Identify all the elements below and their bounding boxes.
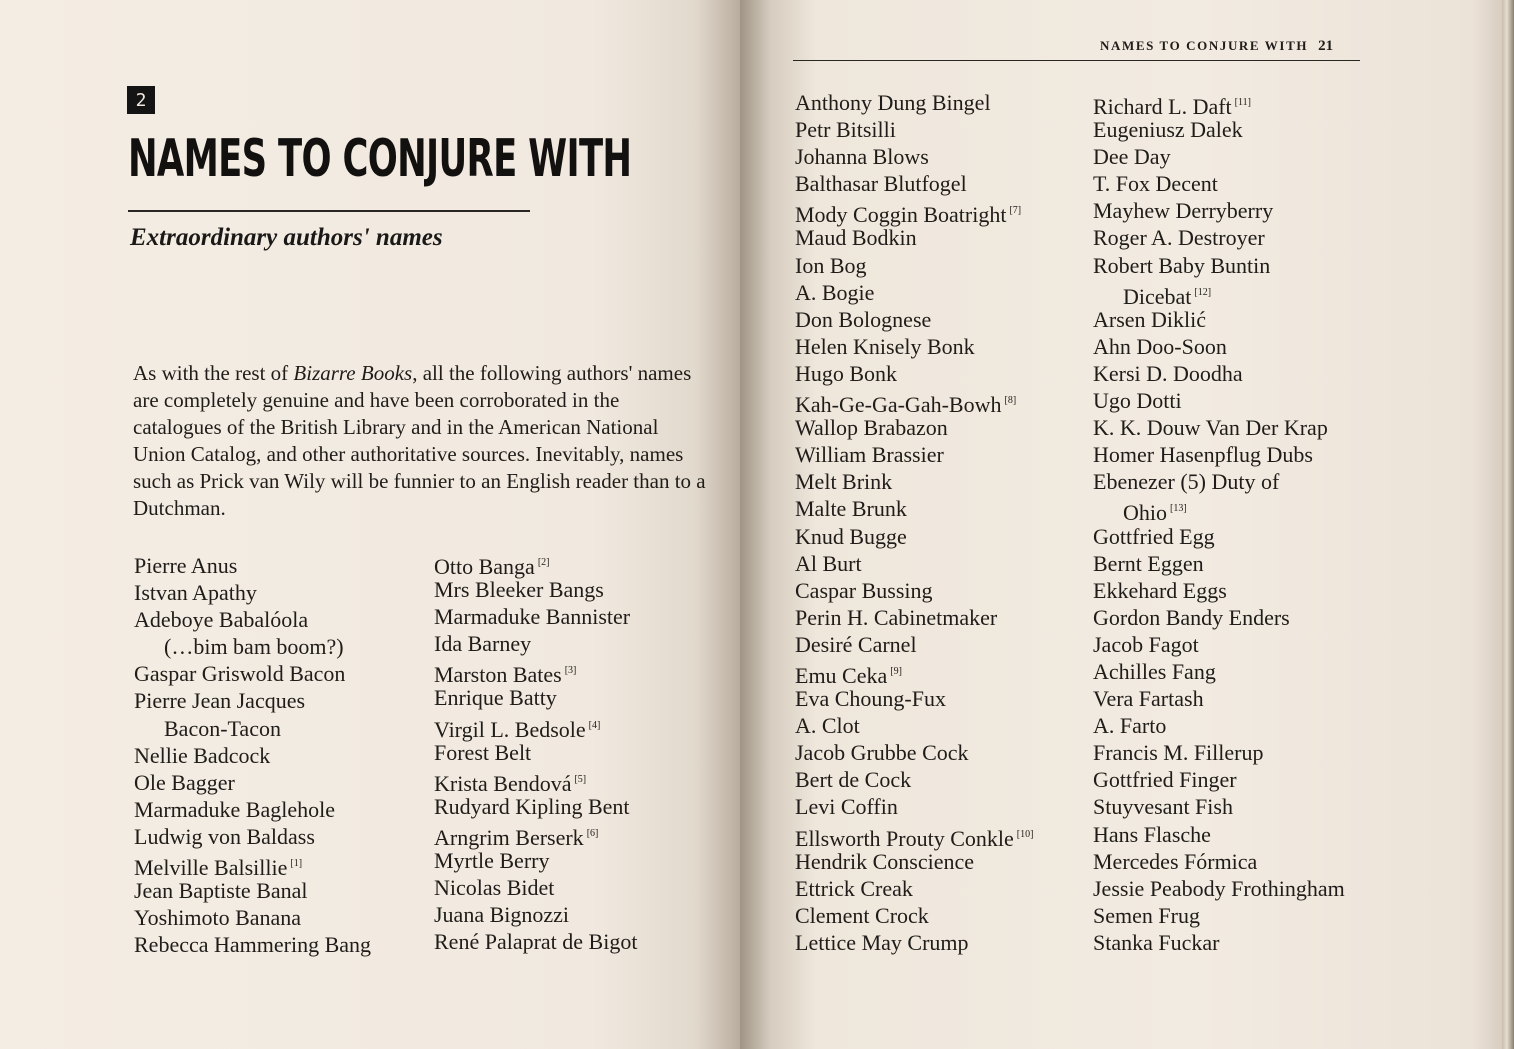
author-name-entry xyxy=(795,523,1033,550)
author-name-text: Hans Flasche xyxy=(1093,821,1211,847)
author-name-entry xyxy=(1093,631,1345,658)
author-name-text: Istvan Apathy xyxy=(134,580,257,606)
author-name-text: Dee Day xyxy=(1093,144,1171,170)
author-name-entry xyxy=(1093,821,1345,848)
author-name-text: Eva Choung-Fux xyxy=(795,686,946,712)
author-name-entry xyxy=(795,604,1033,631)
author-name-text: Mayhew Derryberry xyxy=(1093,198,1274,224)
name-list-right-col1 xyxy=(795,89,1033,956)
author-name-entry xyxy=(795,793,1033,820)
author-name-text: Nellie Badcock xyxy=(134,742,271,768)
author-name-entry xyxy=(1093,495,1345,526)
author-name-entry xyxy=(134,796,371,823)
footnote-marker: [6] xyxy=(586,827,599,839)
author-name-text: Petr Bitsilli xyxy=(795,117,896,143)
author-name-entry xyxy=(1093,739,1345,766)
author-name-text: Marmaduke Baglehole xyxy=(134,796,335,822)
author-name-text: Ahn Doo-Soon xyxy=(1093,333,1227,359)
author-name-text: Semen Frug xyxy=(1093,902,1200,928)
author-name-entry xyxy=(1093,766,1345,793)
author-name-entry xyxy=(134,715,371,742)
author-name-text: Ludwig von Baldass xyxy=(134,823,315,849)
author-name-entry xyxy=(1093,170,1345,197)
author-name-entry xyxy=(1093,143,1345,170)
author-name-entry xyxy=(795,116,1033,143)
author-name-text: Levi Coffin xyxy=(795,794,898,820)
author-name-entry xyxy=(795,414,1033,441)
author-name-entry xyxy=(434,874,637,901)
footnote-marker: [3] xyxy=(564,665,577,677)
author-name-text: Malte Brunk xyxy=(795,496,907,522)
author-name-entry xyxy=(795,658,1033,688)
author-name-text: Pierre Jean Jacques xyxy=(134,688,306,714)
author-name-entry xyxy=(795,252,1033,279)
author-name-text: Ekkehard Eggs xyxy=(1093,577,1227,603)
footnote-marker: [2] xyxy=(537,557,550,568)
author-name-entry xyxy=(795,902,1033,929)
chapter-subtitle: Extraordinary authors' names xyxy=(130,224,443,251)
author-name-text: Al Burt xyxy=(795,550,862,576)
author-name-entry xyxy=(795,279,1033,306)
author-name-text: Clement Crock xyxy=(795,902,929,928)
footnote-marker: [4] xyxy=(588,719,601,731)
author-name-entry xyxy=(134,769,371,796)
author-name-entry xyxy=(1093,604,1345,631)
author-name-entry xyxy=(1093,875,1345,902)
author-name-entry xyxy=(1093,523,1345,550)
author-name-entry xyxy=(134,633,371,660)
author-name-entry xyxy=(795,468,1033,495)
author-name-text: Jacob Grubbe Cock xyxy=(795,740,969,766)
chapter-number-badge: 2 xyxy=(127,86,155,114)
author-name-entry xyxy=(434,739,637,766)
author-name-text: Homer Hasenpflug Dubs xyxy=(1093,442,1313,468)
author-name-text: Vera Fartash xyxy=(1093,686,1204,712)
footnote-marker: [11] xyxy=(1234,97,1251,108)
author-name-text: Anthony Dung Bingel xyxy=(795,90,991,115)
author-name-text: Marston Bates xyxy=(434,662,562,688)
author-name-text: Robert Baby Buntin xyxy=(1093,252,1271,278)
author-name-entry xyxy=(795,197,1033,228)
name-list-left-col2 xyxy=(434,549,637,955)
author-name-entry xyxy=(134,579,371,606)
author-name-text: Desiré Carnel xyxy=(795,631,917,657)
author-name-text: René Palaprat de Bigot xyxy=(434,929,638,955)
footnote-marker: [12] xyxy=(1194,286,1212,298)
intro-paragraph xyxy=(133,360,713,522)
footnote-marker: [13] xyxy=(1170,503,1187,515)
author-name-entry xyxy=(1093,929,1345,956)
author-name-text: Ebenezer (5) Duty of xyxy=(1093,469,1280,495)
author-name-entry xyxy=(795,929,1033,956)
author-name-entry xyxy=(134,606,371,633)
author-name-text: A. Farto xyxy=(1093,713,1167,739)
author-name-text: Ellsworth Prouty Conkle xyxy=(795,825,1014,851)
author-name-text: Jacob Fagot xyxy=(1093,631,1199,657)
author-name-entry xyxy=(434,928,637,955)
author-name-entry xyxy=(1093,441,1345,468)
author-name-text: Johanna Blows xyxy=(795,144,929,170)
author-name-entry xyxy=(1093,685,1345,712)
author-name-text: Arngrim Berserk xyxy=(434,824,584,850)
author-name-text: Caspar Bussing xyxy=(795,577,933,603)
author-name-text: Ugo Dotti xyxy=(1093,388,1182,414)
author-name-entry xyxy=(1093,658,1345,685)
author-name-entry xyxy=(1093,197,1345,224)
author-name-text: Don Bolognese xyxy=(795,306,932,332)
author-name-entry xyxy=(795,306,1033,333)
author-name-text: Yoshimoto Banana xyxy=(134,905,302,931)
author-name-entry xyxy=(795,739,1033,766)
author-name-text: Nicolas Bidet xyxy=(434,875,555,901)
author-name-entry xyxy=(434,684,637,711)
author-name-text: Richard L. Daft xyxy=(1093,94,1232,119)
author-name-entry xyxy=(434,901,637,928)
footnote-marker: [7] xyxy=(1009,205,1022,217)
author-name-text: Kah-Ge-Ga-Gah-Bowh xyxy=(795,392,1002,418)
author-name-entry xyxy=(795,143,1033,170)
author-name-entry xyxy=(795,360,1033,387)
author-name-text: Ion Bog xyxy=(795,252,867,278)
author-name-entry xyxy=(1093,902,1345,929)
author-name-text: Melt Brink xyxy=(795,469,893,495)
author-name-entry xyxy=(795,387,1033,418)
author-name-text: Perin H. Cabinetmaker xyxy=(795,604,998,630)
author-name-text: Francis M. Fillerup xyxy=(1093,740,1264,766)
author-name-text: Dicebat xyxy=(1123,283,1192,309)
running-head-rule xyxy=(793,60,1360,61)
running-head xyxy=(1100,38,1333,55)
intro-text-rest: , all the following authors' names are completely genuine and have been corroborated in the catalogues of the British Library and in the American National Union Catalog, and other authoritative sources. Inevitably, names such as Prick van Wily will be funnier to an English reader than to a Dutchman. xyxy=(133,361,706,520)
author-name-text: Wallop Brabazon xyxy=(795,415,948,441)
author-name-text: Hendrik Conscience xyxy=(795,848,974,874)
author-name-entry xyxy=(434,603,637,630)
author-name-entry xyxy=(134,660,371,687)
footnote-marker: [8] xyxy=(1004,395,1017,407)
footnote-marker: [9] xyxy=(890,665,902,677)
author-name-text: William Brassier xyxy=(795,442,944,468)
author-name-entry xyxy=(795,550,1033,577)
author-name-text: Ohio xyxy=(1123,500,1167,526)
footnote-marker: [5] xyxy=(574,773,587,785)
author-name-text: Rudyard Kipling Bent xyxy=(434,793,630,819)
author-name-entry xyxy=(795,685,1033,712)
author-name-entry xyxy=(795,848,1033,875)
author-name-entry xyxy=(134,823,371,850)
author-name-text: Ole Bagger xyxy=(134,769,235,795)
author-name-text: Enrique Batty xyxy=(434,685,557,711)
author-name-text: Marmaduke Bannister xyxy=(434,604,631,630)
author-name-entry xyxy=(1093,89,1345,119)
author-name-text: Otto Banga xyxy=(434,554,535,579)
author-name-text: Pierre Anus xyxy=(134,553,238,578)
author-name-entry xyxy=(134,552,371,579)
author-name-entry xyxy=(134,931,371,958)
author-name-entry xyxy=(1093,577,1345,604)
name-list-left-col1 xyxy=(134,552,371,958)
author-name-text: Roger A. Destroyer xyxy=(1093,225,1265,251)
author-name-text: Mercedes Fórmica xyxy=(1093,848,1258,874)
page-number: 21 xyxy=(1318,38,1334,54)
author-name-entry xyxy=(434,549,637,579)
author-name-entry xyxy=(434,576,637,603)
author-name-text: Hugo Bonk xyxy=(795,360,898,386)
author-name-text: Forest Belt xyxy=(434,739,532,765)
author-name-entry xyxy=(1093,279,1345,309)
author-name-entry xyxy=(434,820,637,850)
author-name-entry xyxy=(795,631,1033,658)
author-name-entry xyxy=(795,821,1034,851)
author-name-entry xyxy=(434,630,637,657)
author-name-text: Stuyvesant Fish xyxy=(1093,794,1233,820)
author-name-entry xyxy=(134,904,371,931)
author-name-entry xyxy=(434,847,637,874)
author-name-entry xyxy=(1093,252,1345,279)
name-list-right-col2 xyxy=(1093,89,1345,956)
author-name-text: Mrs Bleeker Bangs xyxy=(434,577,604,603)
author-name-entry xyxy=(795,224,1033,251)
author-name-entry xyxy=(434,793,637,820)
author-name-text: K. K. Douw Van Der Krap xyxy=(1093,415,1328,441)
author-name-entry xyxy=(1093,550,1345,577)
author-name-entry xyxy=(1093,387,1345,414)
author-name-entry xyxy=(795,441,1033,468)
author-name-text: Stanka Fuckar xyxy=(1093,929,1220,955)
author-name-text: Gordon Bandy Enders xyxy=(1093,604,1290,630)
author-name-entry xyxy=(795,577,1033,604)
running-head-title: NAMES TO CONJURE WITH xyxy=(1100,38,1309,53)
author-name-entry xyxy=(1093,712,1345,739)
author-name-text: Eugeniusz Dalek xyxy=(1093,117,1243,143)
author-name-entry xyxy=(1093,793,1345,820)
author-name-text: Achilles Fang xyxy=(1093,658,1216,684)
author-name-text: Balthasar Blutfogel xyxy=(795,171,967,197)
author-name-text: Virgil L. Bedsole xyxy=(434,716,586,742)
author-name-text: Knud Bugge xyxy=(795,523,907,549)
author-name-entry xyxy=(795,170,1033,197)
author-name-text: T. Fox Decent xyxy=(1093,171,1218,197)
author-name-text: A. Clot xyxy=(795,713,860,739)
author-name-text: Mody Coggin Boatright xyxy=(795,202,1007,228)
author-name-entry xyxy=(1093,224,1345,251)
author-name-text: Maud Bodkin xyxy=(795,225,917,251)
footnote-marker: [10] xyxy=(1016,828,1034,840)
author-name-text: Gottfried Egg xyxy=(1093,523,1215,549)
author-name-text: Kersi D. Doodha xyxy=(1093,360,1243,386)
author-name-entry xyxy=(134,850,371,881)
author-name-text: Lettice May Crump xyxy=(795,929,969,955)
title-rule xyxy=(128,210,530,212)
author-name-text: Rebecca Hammering Bang xyxy=(134,932,372,958)
author-name-text: Ettrick Creak xyxy=(795,875,913,901)
author-name-text: Emu Ceka xyxy=(795,662,888,688)
author-name-entry xyxy=(795,766,1033,793)
author-name-text: Jean Baptiste Banal xyxy=(134,878,308,904)
author-name-text: (…bim bam boom?) xyxy=(164,634,344,660)
author-name-entry xyxy=(1093,360,1345,387)
footnote-marker: [1] xyxy=(290,858,303,870)
author-name-entry xyxy=(1093,333,1345,360)
author-name-entry xyxy=(1093,848,1345,875)
author-name-entry xyxy=(795,495,1033,522)
author-name-text: Bacon-Tacon xyxy=(164,715,281,741)
chapter-title: NAMES TO CONJURE WITH xyxy=(128,129,632,189)
author-name-entry xyxy=(134,877,371,904)
author-name-entry xyxy=(434,712,637,742)
author-name-text: Melville Balsillie xyxy=(134,855,288,881)
author-name-text: Krista Bendová xyxy=(434,770,572,796)
author-name-entry xyxy=(434,657,637,688)
author-name-entry xyxy=(795,712,1033,739)
page-edge xyxy=(1502,0,1514,1049)
author-name-text: Gaspar Griswold Bacon xyxy=(134,661,346,687)
author-name-text: Ida Barney xyxy=(434,631,532,657)
author-name-entry xyxy=(795,89,1033,116)
author-name-entry xyxy=(434,766,637,796)
intro-text-start: As with the rest of xyxy=(133,361,294,385)
author-name-entry xyxy=(795,333,1033,360)
author-name-entry xyxy=(1093,468,1345,495)
author-name-entry xyxy=(134,742,371,769)
author-name-entry xyxy=(1093,116,1345,143)
author-name-entry xyxy=(134,687,371,714)
author-name-text: Jessie Peabody Frothingham xyxy=(1093,875,1345,901)
author-name-text: Bert de Cock xyxy=(795,767,912,793)
author-name-text: Adeboye Babalóola xyxy=(134,607,309,633)
book-title-emphasis: Bizarre Books xyxy=(293,361,413,385)
author-name-entry xyxy=(1093,306,1345,333)
author-name-text: Bernt Eggen xyxy=(1093,550,1204,576)
author-name-text: Myrtle Berry xyxy=(434,848,550,874)
author-name-text: Juana Bignozzi xyxy=(434,902,570,928)
author-name-text: Helen Knisely Bonk xyxy=(795,333,975,359)
author-name-text: A. Bogie xyxy=(795,279,875,305)
author-name-text: Arsen Diklić xyxy=(1093,306,1207,332)
author-name-entry xyxy=(795,875,1033,902)
author-name-entry xyxy=(1093,414,1345,441)
author-name-text: Gottfried Finger xyxy=(1093,767,1237,793)
